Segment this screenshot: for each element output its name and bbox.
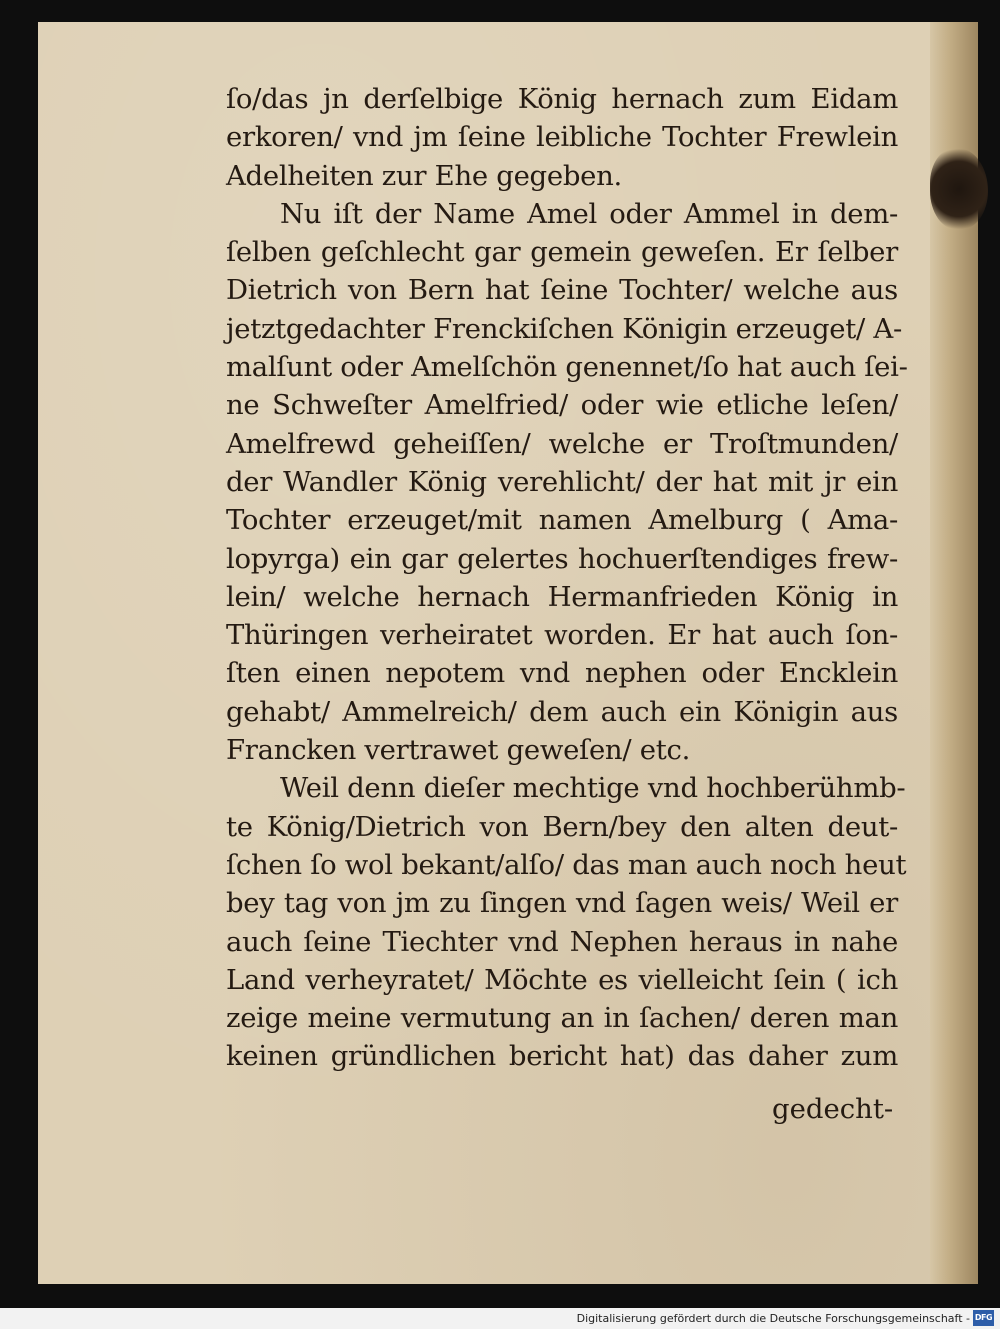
footer-bar: [0, 1308, 1000, 1329]
text-block: [226, 80, 908, 1076]
text-line-12: Tochter erzeuget/mit namen Amelburg ( Ama-: [226, 504, 898, 537]
text-line-17: gehabt/ Ammelreich/ dem auch ein Königin aus: [226, 695, 898, 728]
text-line-18: Francken vertrawet geweſen/ etc.: [226, 734, 691, 767]
text-line-11: der Wandler König verehlicht/ der hat mit jr ein: [226, 465, 898, 498]
text-line-19: Weil denn dieſer mechtige vnd hochberühmb-: [280, 772, 906, 805]
text-line-22: bey tag von jm zu ſingen vnd ſagen weis/ Weil er: [226, 887, 898, 920]
text-line-26: keinen gründlichen bericht hat) das daher zum: [226, 1040, 898, 1073]
text-line-3: Adelheiten zur Ehe gegeben.: [226, 159, 622, 192]
text-line-2: erkoren/ vnd jm ſeine leibliche Tochter Frewlein: [226, 121, 898, 154]
text-line-23: auch ſeine Tiechter vnd Nephen heraus in nahe: [226, 925, 898, 958]
text-line-20: te König/Dietrich von Bern/bey den alten deut-: [226, 810, 898, 843]
text-line-1: ſo/das jn derſelbige König hernach zum Eidam: [226, 83, 898, 115]
funding-credit: Digitalisierung gefördert durch die Deutsche Forschungsgemeinschaft -: [576, 1312, 970, 1325]
text-line-9: ne Schweſter Amelfried/ oder wie etliche leſen/: [226, 389, 898, 422]
text-line-21: ſchen ſo wol bekant/alſo/ das man auch noch heut: [226, 848, 907, 881]
text-line-13: lopyrga) ein gar gelertes hochuerſtendiges frew-: [226, 542, 898, 575]
text-line-8: malſunt oder Amelſchön genennet/ſo hat auch ſei-: [226, 351, 908, 384]
text-line-15: Thüringen verheiratet worden. Er hat auch ſon-: [226, 619, 898, 652]
text-line-10: Amelfrewd geheiſſen/ welche er Troſtmunden/: [226, 427, 898, 460]
text-line-4: Nu iſt der Name Amel oder Ammel in dem-: [280, 197, 898, 230]
text-line-7: jetztgedachter Frenckiſchen Königin erzeuget/ A-: [226, 312, 902, 345]
text-line-24: Land verheyratet/ Möchte es vielleicht ſein ( ich: [226, 963, 898, 996]
text-line-14: lein/ welche hernach Hermanfrieden König in: [226, 580, 898, 613]
catchword: gedecht-: [772, 1093, 894, 1125]
dfg-logo: DFG: [973, 1310, 994, 1326]
text-line-25: zeige meine vermutung an in ſachen/ deren man: [226, 1002, 898, 1035]
text-line-5: ſelben geſchlecht gar gemein geweſen. Er ſelber: [226, 236, 898, 269]
text-line-6: Dietrich von Bern hat ſeine Tochter/ welche aus: [226, 274, 898, 307]
text-line-16: ſten einen nepotem vnd nephen oder Encklein: [226, 657, 898, 690]
ink-stain: [930, 148, 988, 230]
